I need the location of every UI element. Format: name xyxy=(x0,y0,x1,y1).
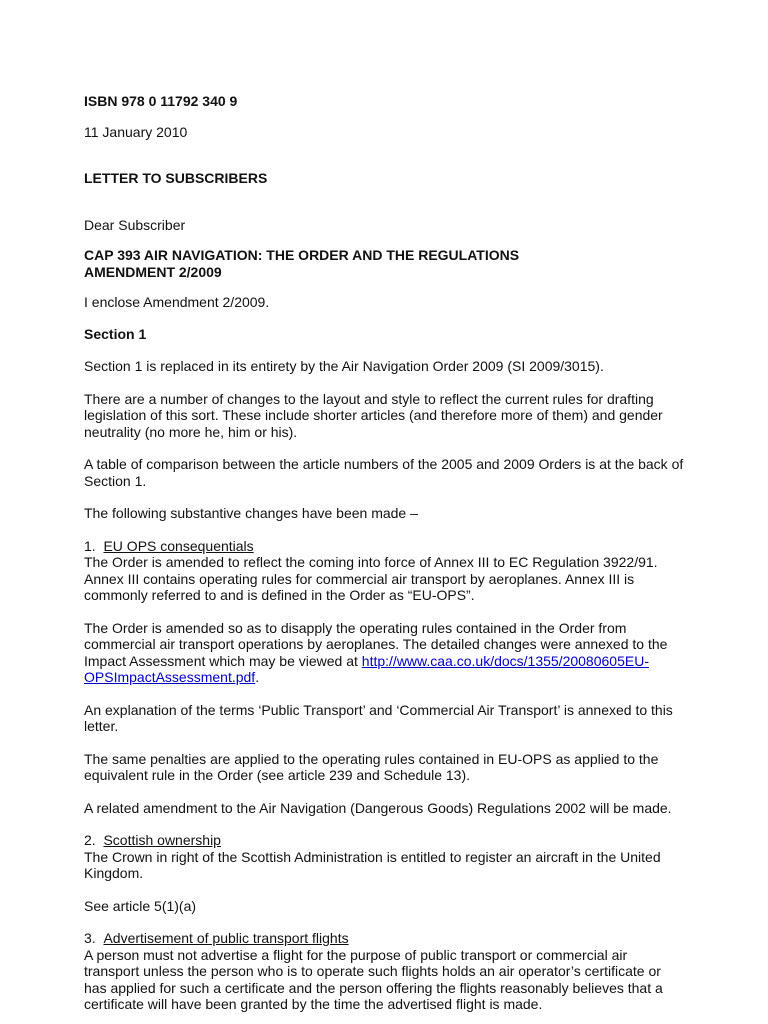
item-number: 2. xyxy=(84,832,96,848)
terms-paragraph xyxy=(84,702,696,735)
paragraph-line xyxy=(84,653,696,670)
paragraph-line: The Order is amended so as to disapply the operating rules contained in the Order from xyxy=(84,619,627,636)
title-line: AMENDMENT 2/2009 xyxy=(84,263,222,280)
paragraph-line: A table of comparison between the article numbers of the 2005 and 2009 Orders is at the back of xyxy=(84,456,684,472)
letter-body xyxy=(84,93,696,1013)
paragraph-line: Kingdom. xyxy=(84,865,144,881)
impact-assessment-link[interactable]: http://www.caa.co.uk/docs/1355/20080605EU- xyxy=(361,652,649,669)
title-line: CAP 393 AIR NAVIGATION: THE ORDER AND THE REGULATIONS xyxy=(84,247,520,263)
item-number: 1. xyxy=(84,537,96,554)
dangerous-goods-text: A related amendment to the Air Navigation (Dangerous Goods) Regulations 2002 will be made. xyxy=(84,799,672,816)
paragraph-line: An explanation of the terms ‘Public Transport’ and ‘Commercial Air Transport’ is annexed to this xyxy=(84,701,673,718)
paragraph-line: certificate will have been granted by the time the advertised flight is made. xyxy=(84,996,543,1012)
salutation: Dear Subscriber xyxy=(84,216,186,233)
paragraph-line: The same penalties are applied to the operating rules contained in EU-OPS as applied to the xyxy=(84,750,659,767)
replaced-text: Section 1 is replaced in its entirety by the Air Navigation Order 2009 (SI 2009/3015). xyxy=(84,358,604,374)
paragraph-line: The Order is amended to reflect the coming into force of Annex III to EC Regulation 3922/91. xyxy=(84,554,658,570)
item-title: Scottish ownership xyxy=(103,832,221,848)
section-heading: Section 1 xyxy=(84,325,147,342)
link-prefix: Impact Assessment which may be viewed at xyxy=(84,652,362,669)
following-text: The following substantive changes have been made – xyxy=(84,505,418,521)
item-number: 3. xyxy=(84,930,96,946)
paragraph-line: commonly referred to and is defined in the Order as “EU-OPS”. xyxy=(84,587,475,603)
paragraph-line: letter. xyxy=(84,718,119,734)
paragraph-line: Annex III contains operating rules for commercial air transport by aeroplanes. Annex III is xyxy=(84,570,635,587)
item-eu-ops xyxy=(84,538,696,817)
paragraph-line: There are a number of changes to the layout and style to reflect the current rules for drafting xyxy=(84,390,654,407)
isbn: ISBN 978 0 11792 340 9 xyxy=(84,93,238,109)
paragraph-line: commercial air transport operations by aeroplanes. The detailed changes were annexed to the xyxy=(84,636,668,652)
item-heading xyxy=(84,930,696,947)
letter-title xyxy=(84,247,696,280)
item-title: Advertisement of public transport flights xyxy=(103,930,349,946)
table-paragraph xyxy=(84,456,696,489)
letter-date: 11 January 2010 xyxy=(84,123,188,140)
impact-assessment-link-continued[interactable]: OPSImpactAssessment.pdf xyxy=(84,669,256,685)
see-article: See article 5(1)(a) xyxy=(84,897,197,914)
paragraph-line: has applied for such a certificate and the person offering the flights reasonably believes that a xyxy=(84,979,663,996)
item-heading xyxy=(84,538,696,555)
enclose-text: I enclose Amendment 2/2009. xyxy=(84,294,270,310)
penalties-paragraph xyxy=(84,751,696,784)
paragraph-line: The Crown in right of the Scottish Administration is entitled to register an aircraft in the United xyxy=(84,848,661,865)
link-suffix: . xyxy=(255,669,260,685)
item-scottish-ownership xyxy=(84,832,696,914)
letter-heading: LETTER TO SUBSCRIBERS xyxy=(84,170,268,186)
paragraph-line: legislation of this sort. These include shorter articles (and therefore more of them) and gender xyxy=(84,407,663,423)
item-heading xyxy=(84,832,696,849)
paragraph-line: Section 1. xyxy=(84,472,147,489)
paragraph-line: transport unless the person who is to operate such flights holds an air operator’s certificate or xyxy=(84,963,661,979)
paragraph-line: equivalent rule in the Order (see article 239 and Schedule 13). xyxy=(84,767,471,783)
paragraph-line: A person must not advertise a flight for the purpose of public transport or commercial air xyxy=(84,946,628,963)
item-advertisement xyxy=(84,930,696,1013)
disapply-paragraph xyxy=(84,620,696,686)
paragraph-line xyxy=(84,669,696,686)
item-title: EU OPS consequentials xyxy=(103,537,254,554)
layout-paragraph xyxy=(84,391,696,441)
paragraph-line: neutrality (no more he, him or his). xyxy=(84,423,298,440)
